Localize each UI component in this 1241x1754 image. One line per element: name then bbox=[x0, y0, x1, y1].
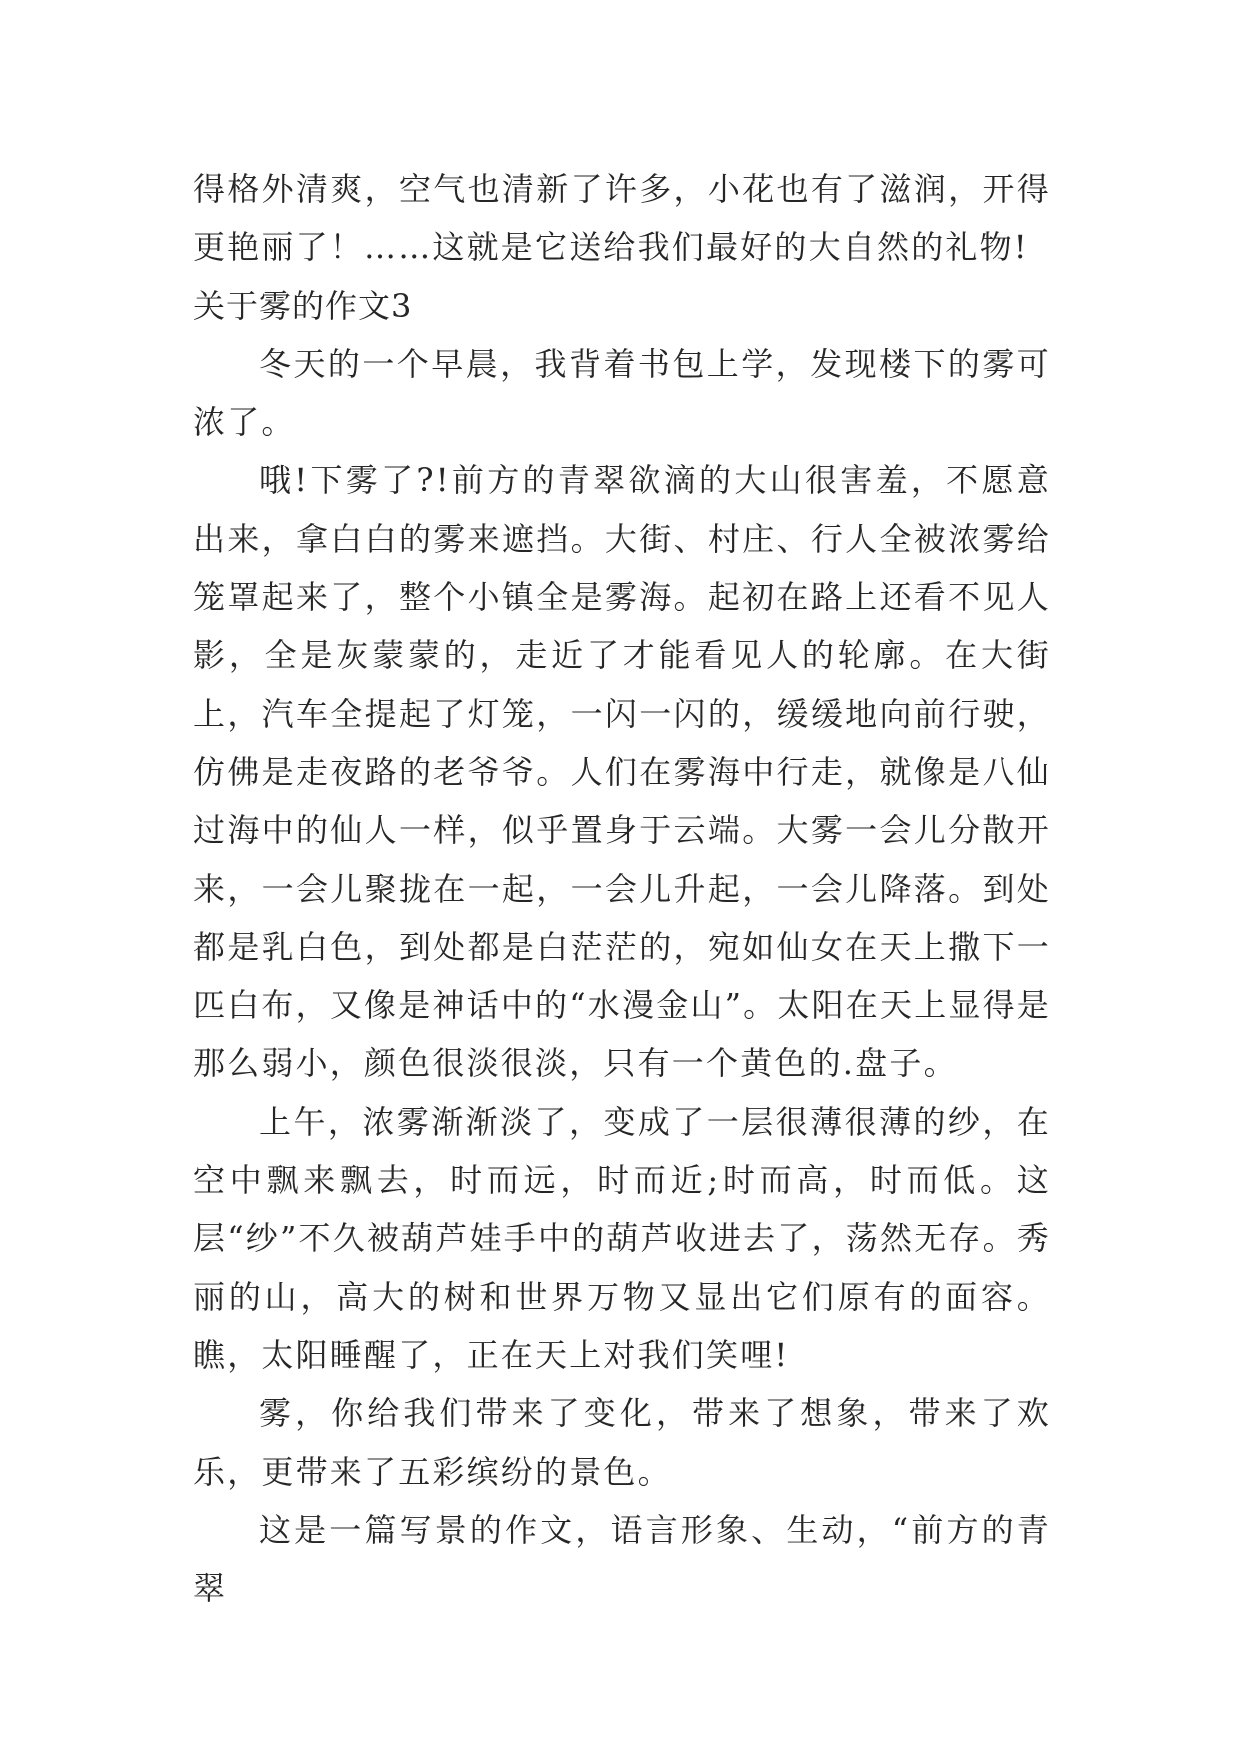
paragraph-2: 哦!下雾了?!前方的青翠欲滴的大山很害羞，不愿意出来，拿白白的雾来遮挡。大街、村庄、行人全被浓雾给笼罩起来了，整个小镇全是雾海。起初在路上还看不见人影，全是灰蒙蒙的，走近了才能看见人的轮廓。在大街上，汽车全提起了灯笼，一闪一闪的，缓缓地向前行驶，仿佛是走夜路的老爷爷。人们在雾海中行走，就像是八仙过海中的仙人一样，似乎置身于云端。大雾一会儿分散开来，一会儿聚拢在一起，一会儿升起，一会儿降落。到处都是乳白色，到处都是白茫茫的，宛如仙女在天上撒下一匹白布，又像是神话中的“水漫金山”。太阳在天上显得是那么弱小，颜色很淡很淡，只有一个黄色的.盘子。 bbox=[193, 461, 1051, 1083]
essay-heading: 关于雾的作文3 bbox=[193, 286, 413, 325]
paragraph-1: 冬天的一个早晨，我背着书包上学，发现楼下的雾可浓了。 bbox=[193, 344, 1051, 442]
paragraph-5: 这是一篇写景的作文，语言形象、生动，“前方的青翠 bbox=[193, 1510, 1051, 1608]
document-body bbox=[193, 160, 1051, 1617]
paragraph-continuation: 得格外清爽，空气也清新了许多，小花也有了滋润，开得更艳丽了！……这就是它送给我们最好的大自然的礼物! bbox=[193, 170, 1051, 267]
paragraph-3: 上午，浓雾渐渐淡了，变成了一层很薄很薄的纱，在空中飘来飘去，时而远，时而近;时而高，时而低。这层“纱”不久被葫芦娃手中的葫芦收进去了，荡然无存。秀丽的山，高大的树和世界万物又显出它们原有的面容。瞧，太阳睡醒了，正在天上对我们笑哩! bbox=[193, 1102, 1051, 1374]
paragraph-4: 雾，你给我们带来了变化，带来了想象，带来了欢乐，更带来了五彩缤纷的景色。 bbox=[193, 1394, 1051, 1491]
